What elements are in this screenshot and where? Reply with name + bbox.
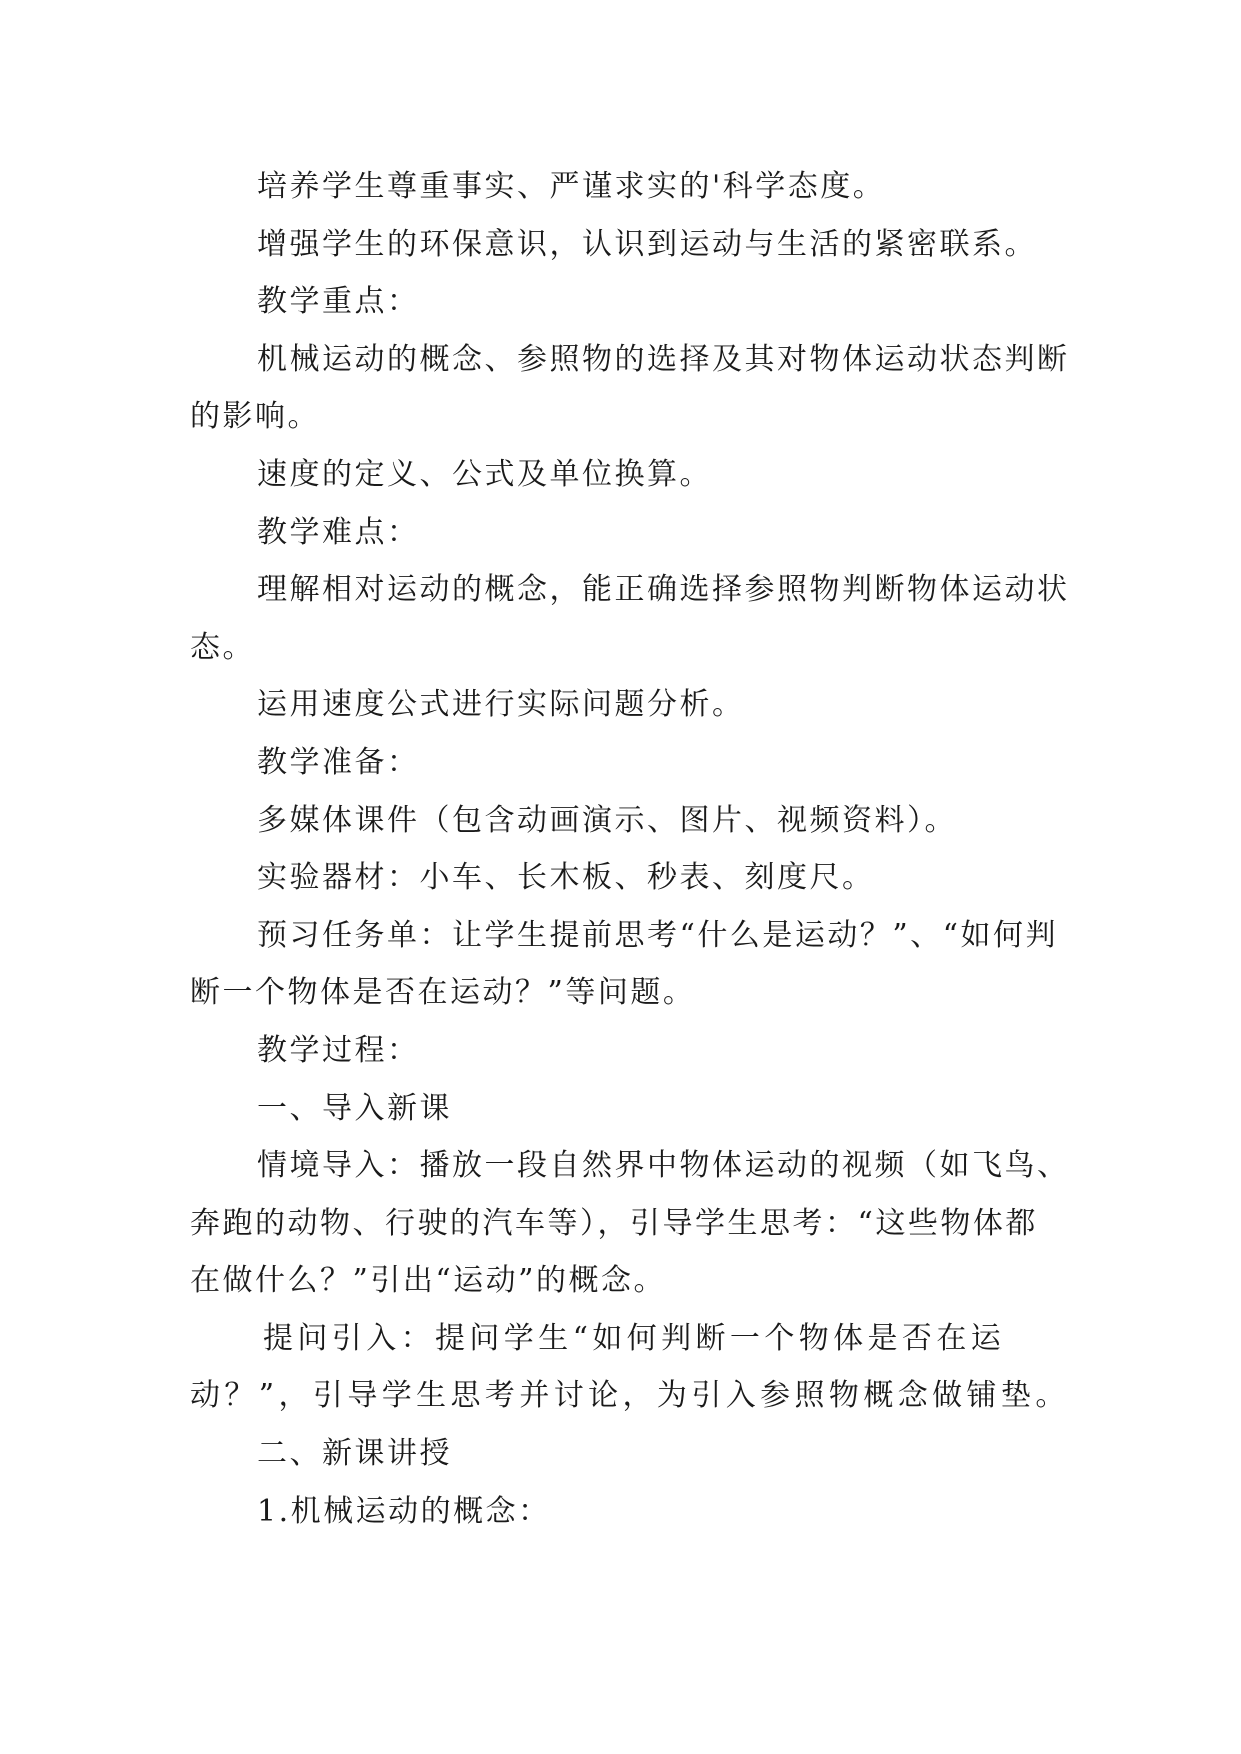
paragraph-question-intro: 提问引入：提问学生“如何判断一个物体是否在运动？”，引导学生思考并讨论，为引入参照物概念做铺垫。 bbox=[190, 1320, 1070, 1414]
paragraph-difficulty-1: 理解相对运动的概念，能正确选择参照物判断物体运动状态。 bbox=[190, 572, 1070, 665]
heading-mechanical-motion: 1.机械运动的概念： bbox=[257, 1493, 551, 1529]
paragraph-key-point-2: 速度的定义、公式及单位换算。 bbox=[257, 456, 712, 492]
paragraph-scenario-intro: 情境导入：播放一段自然界中物体运动的视频（如飞鸟、奔跑的动物、行驶的汽车等），引导学生思考：“这些物体都在做什么？”引出“运动”的概念。 bbox=[190, 1148, 1070, 1299]
heading-new-lesson: 二、新课讲授 bbox=[257, 1436, 452, 1472]
heading-intro: 一、导入新课 bbox=[257, 1090, 452, 1126]
heading-preparation: 教学准备： bbox=[257, 744, 420, 780]
paragraph-key-point-1: 机械运动的概念、参照物的选择及其对物体运动状态判断的影响。 bbox=[190, 341, 1070, 435]
heading-difficulties: 教学难点： bbox=[257, 514, 420, 550]
paragraph-attitude: 培养学生尊重事实、严谨求实的'科学态度。 bbox=[257, 169, 886, 204]
heading-process: 教学过程： bbox=[257, 1032, 420, 1068]
paragraph-prep-multimedia: 多媒体课件（包含动画演示、图片、视频资料）。 bbox=[257, 802, 957, 838]
paragraph-prep-equipment: 实验器材：小车、长木板、秒表、刻度尺。 bbox=[257, 860, 875, 896]
paragraph-environment: 增强学生的环保意识，认识到运动与生活的紧密联系。 bbox=[257, 226, 1037, 262]
paragraph-prep-tasks: 预习任务单：让学生提前思考“什么是运动？”、“如何判断一个物体是否在运动？”等问题。 bbox=[190, 917, 1059, 1011]
heading-key-points: 教学重点： bbox=[257, 284, 420, 320]
document-body bbox=[190, 158, 1070, 1540]
paragraph-difficulty-2: 运用速度公式进行实际问题分析。 bbox=[257, 687, 745, 723]
